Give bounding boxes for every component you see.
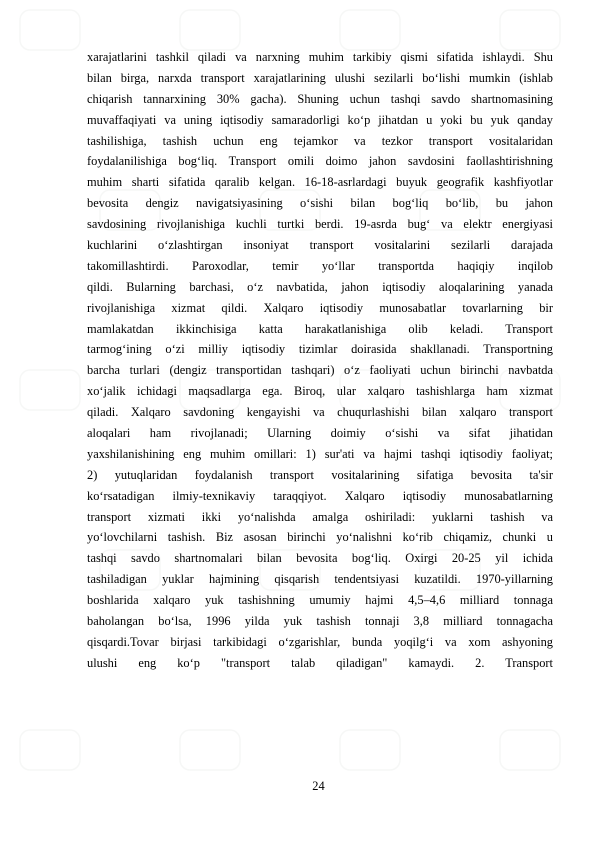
text-line: bilan birga, narxda transport xarajatlarining ulushi sezilarli bo‘lishi mumkin (ishlab xyxy=(87,70,553,85)
text-line: xarajatlarini tashkil qiladi va narxning muhim tarkibiy qismi sifatida ishlaydi. Shu xyxy=(87,50,553,64)
text-line: barcha turlari (dengiz transportidan tashqari) o‘z faoliyati uchun birinchi navbatda xyxy=(87,363,553,378)
text-line: ko‘rsatadigan ilmiy-texnikaviy taraqqiyot. Xalqaro iqtisodiy munosabatlarning xyxy=(87,488,553,503)
text-line: boshlarida xalqaro yuk tashishning umumiy hajmi 4,5–4,6 milliard tonnaga xyxy=(87,593,553,608)
text-line: baholangan bo‘lsa, 1996 yilda yuk tashish tonnaji 3,8 milliard tonnagacha xyxy=(87,614,553,629)
text-line: tashiladigan yuklar hajmining qisqarish tendentsiyasi kuzatildi. 1970-yillarning xyxy=(87,572,553,587)
text-line: qildi. Bularning barchasi, o‘z navbatida, jahon iqtisodiy aloqalarining yanada xyxy=(87,279,553,294)
text-line: takomillashtirdi. Paroxodlar, temir yo‘llar transportda haqiqiy inqilob xyxy=(87,258,553,273)
body-text xyxy=(87,47,553,674)
text-line: savdosining rivojlanishiga kuchli turtki berdi. 19-asrda bug‘ va elektr energiyasi xyxy=(87,217,553,232)
text-line: 2) yutuqlaridan foydalanish transport vositalarining sifatiga bevosita ta'sir xyxy=(87,467,553,482)
text-line: tashqi savdo shartnomalari bilan bevosita bog‘liq. Oxirgi 20-25 yil ichida xyxy=(87,551,553,566)
text-line: bevosita dengiz navigatsiyasining o‘sishi bilan bog‘liq bo‘lib, bu jahon xyxy=(87,196,553,211)
text-line: chiqarish tannarxining 30% gacha). Shuning uchun tashqi savdo shartnomasining xyxy=(87,91,553,106)
text-line: foydalanilishiga bog‘liq. Transport omili doimo jahon savdosini faollashtirishning xyxy=(87,154,553,169)
text-line: qisqardi.Tovar birjasi tarkibidagi o‘zgarishlar, bunda yoqilg‘i va xom ashyoning xyxy=(87,634,553,649)
text-line: xo‘jalik ichidagi maqsadlarga ega. Biroq, ular xalqaro tashishlarga ham xizmat xyxy=(87,384,553,399)
page-number: 24 xyxy=(312,779,325,793)
text-line: mamlakatdan ikkinchisiga katta harakatlanishiga olib keladi. Transport xyxy=(87,321,553,336)
text-line: aloqalari ham rivojlanadi; Ularning doimiy o‘sishi va sifat jihatidan xyxy=(87,426,553,441)
text-line: yo‘lovchilarni tashish. Biz asosan birinchi yo‘nalishni ko‘rib chiqamiz, chunki u xyxy=(87,530,553,545)
text-line: qiladi. Xalqaro savdoning kengayishi va chuqurlashishi bilan xalqaro transport xyxy=(87,405,553,420)
text-line: kuchlarini o‘zlashtirgan insoniyat transport vositalarini sezilarli darajada xyxy=(87,238,553,253)
text-line: tashilishiga, tashish uchun eng tejamkor va tezkor transport vositalaridan xyxy=(87,133,553,148)
text-line: muvaffaqiyati va uning iqtisodiy samaradorligi ko‘p jihatdan u yoki bu yuk qanday xyxy=(87,112,553,127)
text-line: yaxshilanishining eng muhim omillari: 1) sur'ati va hajmi tashqi iqtisodiy faoliyat; xyxy=(87,446,553,461)
text-line: ulushi eng ko‘p "transport talab qiladigan" kamaydi. 2. Transport xyxy=(87,655,553,670)
text-line: tarmog‘ining o‘zi milliy iqtisodiy tizimlar doirasida shakllanadi. Transportning xyxy=(87,342,553,357)
text-line: transport xizmati ikki yo‘nalishda amalga oshiriladi: yuklarni tashish va xyxy=(87,509,553,524)
text-line: muhim sharti sifatida qaralib kelgan. 16-18-asrlardagi buyuk geografik kashfiyotlar xyxy=(87,175,553,190)
text-line: rivojlanishiga xizmat qildi. Xalqaro iqtisodiy munosabatlar tovarlarning bir xyxy=(87,300,553,315)
